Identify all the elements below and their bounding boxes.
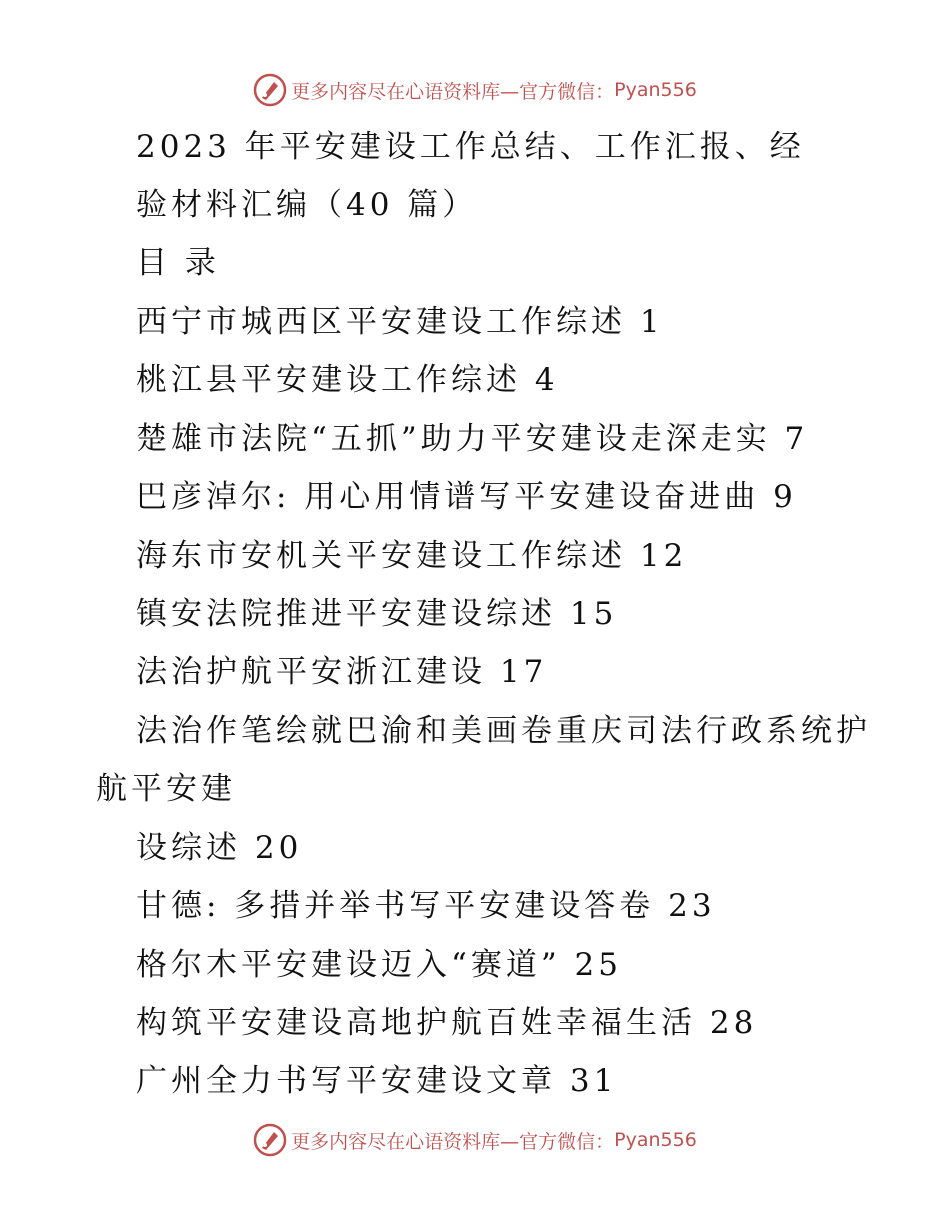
- watermark-account: Pyan556: [614, 1129, 697, 1151]
- pen-nib-logo-icon: [253, 1123, 287, 1157]
- toc-entry: 格尔木平安建设迈入“赛道” 25: [136, 947, 622, 983]
- watermark-account: Pyan556: [614, 79, 697, 101]
- toc-entry: 法治作笔绘就巴渝和美画卷重庆司法行政系统护: [136, 713, 871, 749]
- toc-entry: 桃江县平安建设工作综述 4: [136, 362, 559, 398]
- pen-nib-logo-icon: [253, 73, 287, 107]
- watermark-footer: [0, 1120, 950, 1160]
- watermark-text: 更多内容尽在心语资料库—官方微信：: [291, 1130, 615, 1153]
- watermark-text: 更多内容尽在心语资料库—官方微信：: [291, 80, 615, 103]
- toc-entry: 广州全力书写平安建设文章 31: [136, 1063, 618, 1099]
- toc-entry: 海东市安机关平安建设工作综述 12: [136, 538, 688, 574]
- toc-entry: 构筑平安建设高地护航百姓幸福生活 28: [136, 1005, 758, 1041]
- document-title-line-2: 验材料汇编（40 篇）: [136, 187, 478, 223]
- document-title-line-1: 2023 年平安建设工作总结、工作汇报、经: [136, 129, 805, 165]
- toc-entry: 甘德: 多措并举书写平安建设答卷 23: [136, 888, 716, 924]
- toc-entry: 西宁市城西区平安建设工作综述 1: [136, 304, 664, 340]
- toc-entry: 楚雄市法院“五抓”助力平安建设走深走实 7: [136, 421, 809, 457]
- toc-entry-continuation: 设综述 20: [136, 830, 303, 866]
- watermark-header: [0, 70, 950, 110]
- toc-entry: 法治护航平安浙江建设 17: [136, 654, 548, 690]
- toc-entry: 巴彦淖尔: 用心用情谱写平安建设奋进曲 9: [136, 479, 797, 515]
- toc-heading: 目 录: [136, 245, 220, 281]
- toc-entry-continuation: 航平安建: [96, 771, 236, 807]
- toc-entry: 镇安法院推进平安建设综述 15: [136, 596, 618, 632]
